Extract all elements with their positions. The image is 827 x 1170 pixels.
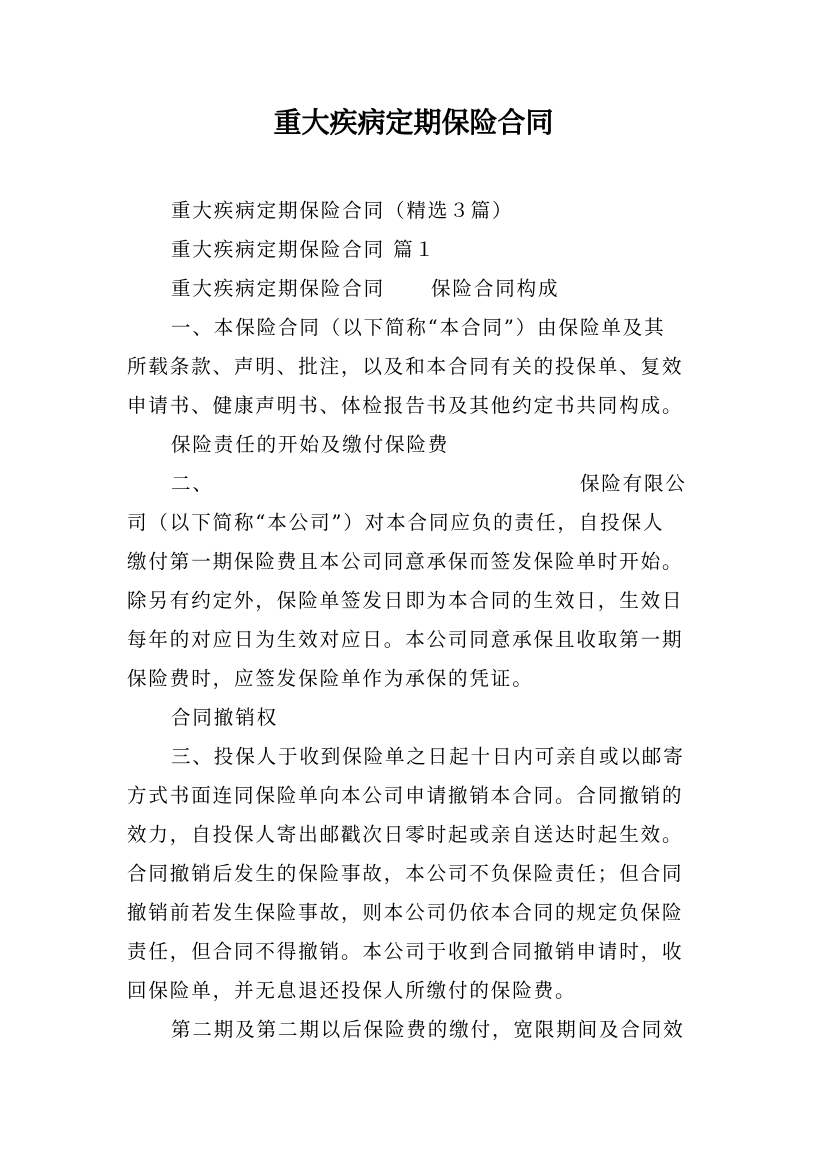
subheading-clause-title: 保险合同构成 xyxy=(431,277,560,300)
paragraph-line: 所载条款、声明、批注，以及和本合同有关的投保单、复效 xyxy=(127,355,684,378)
section-heading: 重大疾病定期保险合同 篇１ xyxy=(171,238,436,261)
subheading-contract-name: 重大疾病定期保险合同 xyxy=(171,277,386,300)
paragraph-line: 方式书面连同保险单向本公司申请撤销本合同。合同撤销的 xyxy=(127,784,684,807)
paragraph-line: 回保险单，并无息退还投保人所缴付的保险费。 xyxy=(127,979,577,1002)
paragraph-line: 一、本保险合同（以下简称“本合同”）由保险单及其 xyxy=(171,316,666,339)
paragraph-line: 司（以下简称“本公司”）对本合同应负的责任，自投保人 xyxy=(127,511,665,534)
clause-heading: 保险责任的开始及缴付保险费 xyxy=(171,433,450,456)
paragraph-line: 缴付第一期保险费且本公司同意承保而签发保险单时开始。 xyxy=(127,550,684,573)
paragraph-line: 除另有约定外，保险单签发日即为本合同的生效日，生效日 xyxy=(127,589,684,612)
subtitle-line: 重大疾病定期保险合同（精选３篇） xyxy=(171,199,514,222)
paragraph-line: 保险费时，应签发保险单作为承保的凭证。 xyxy=(127,667,534,690)
paragraph-line: 合同撤销后发生的保险事故，本公司不负保险责任；但合同 xyxy=(127,862,684,885)
paragraph-line: 效力，自投保人寄出邮戳次日零时起或亲自送达时起生效。 xyxy=(127,823,684,846)
paragraph-line: 三、投保人于收到保险单之日起十日内可亲自或以邮寄 xyxy=(171,745,685,768)
clause-number: 二、 xyxy=(171,472,214,495)
clause-heading: 合同撤销权 xyxy=(171,706,279,729)
paragraph-line: 申请书、健康声明书、体检报告书及其他约定书共同构成。 xyxy=(127,394,684,417)
company-name-fragment: 保险有限公 xyxy=(579,472,687,495)
paragraph-line: 第二期及第二期以后保险费的缴付，宽限期间及合同效 xyxy=(171,1018,685,1041)
paragraph-line: 撤销前若发生保险事故，则本公司仍依本合同的规定负保险 xyxy=(127,901,684,924)
document-title: 重大疾病定期保险合同 xyxy=(273,106,554,139)
paragraph-line xyxy=(171,469,771,499)
paragraph-line: 每年的对应日为生效对应日。本公司同意承保且收取第一期 xyxy=(127,628,684,651)
paragraph-line: 责任，但合同不得撤销。本公司于收到合同撤销申请时，收 xyxy=(127,940,684,963)
section-subheading xyxy=(171,274,771,304)
